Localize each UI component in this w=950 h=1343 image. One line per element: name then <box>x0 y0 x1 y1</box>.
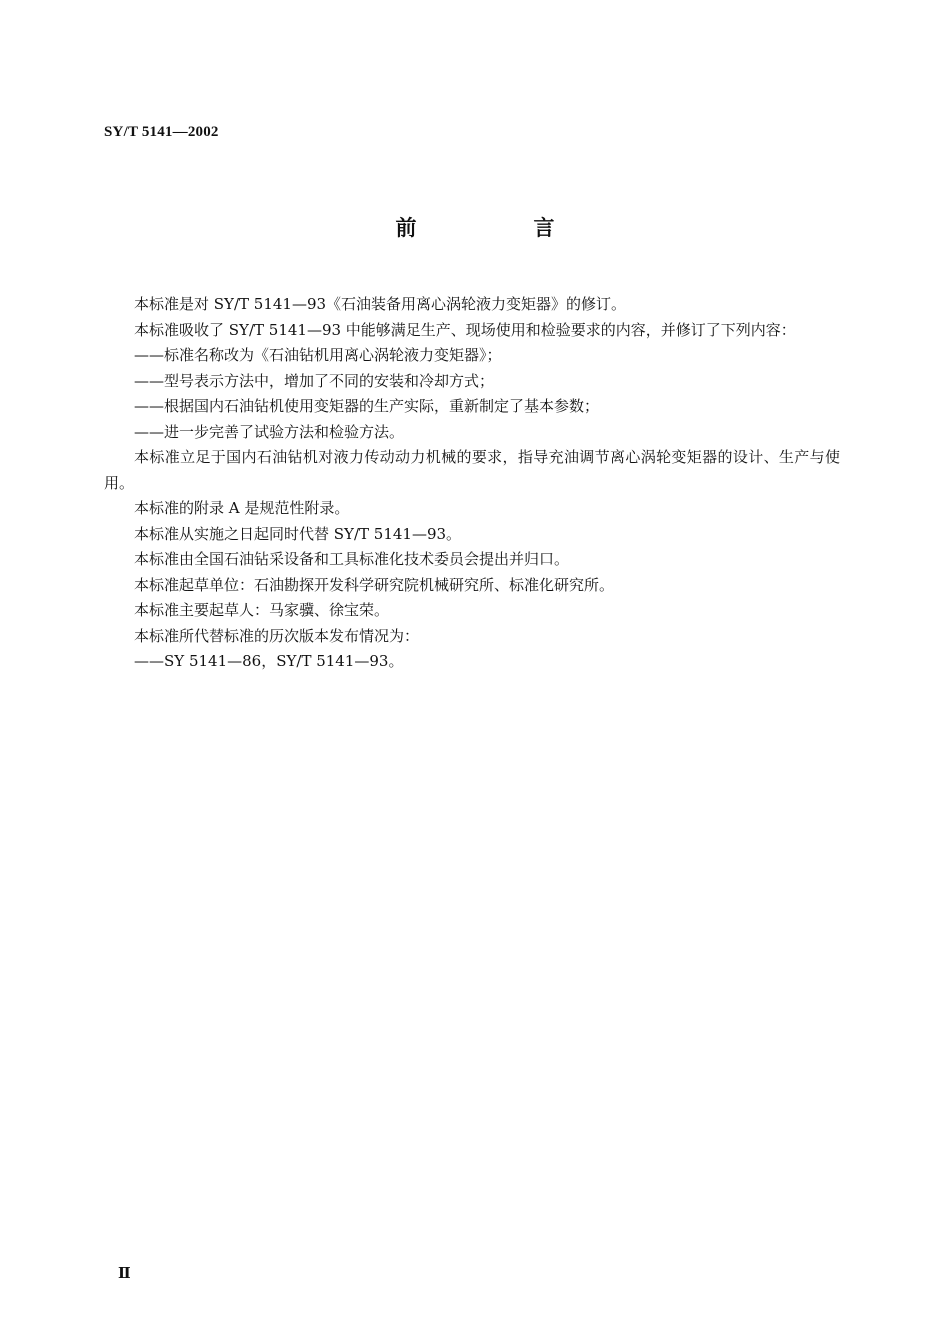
paragraph-revision-scope: 本标准吸收了 SY/T 5141—93 中能够满足生产、现场使用和检验要求的内容，并修订了下列内容： <box>134 320 796 339</box>
list-item: ——进一步完善了试验方法和检验方法。 <box>134 422 405 441</box>
document-code: SY/T 5141—2002 <box>104 124 219 140</box>
list-item: ——根据国内石油钻机使用变矩器的生产实际，重新制定了基本参数； <box>134 397 600 415</box>
paragraph-revision: 本标准是对 SY/T 5141—93《石油装备用离心涡轮液力变矩器》的修订。 <box>134 295 627 313</box>
foreword-body <box>104 292 840 675</box>
page-title: 前 言 <box>395 216 603 240</box>
paragraph-appendix: 本标准的附录 A 是规范性附录。 <box>134 499 350 517</box>
paragraph-committee: 本标准由全国石油钻采设备和工具标准化技术委员会提出并归口。 <box>134 550 570 568</box>
list-item: ——标准名称改为《石油钻机用离心涡轮液力变矩器》； <box>134 346 502 364</box>
paragraph-replacement: 本标准从实施之日起同时代替 SY/T 5141—93。 <box>134 524 462 543</box>
paragraph-history-intro: 本标准所代替标准的历次版本发布情况为： <box>134 626 420 645</box>
paragraph-drafting-unit: 本标准起草单位：石油勘探开发科学研究院机械研究所、标准化研究所。 <box>134 575 615 594</box>
paragraph-purpose: 本标准立足于国内石油钻机对液力传动动力机械的要求，指导充油调节离心涡轮变矩器的设计、生产与使用。 <box>104 448 840 492</box>
list-item: ——型号表示方法中，增加了不同的安装和冷却方式； <box>134 371 495 390</box>
history-item: ——SY 5141—86，SY/T 5141—93。 <box>134 652 404 670</box>
paragraph-drafters: 本标准主要起草人：马家骥、徐宝荣。 <box>134 601 390 619</box>
page-number: Ⅱ <box>118 1266 131 1282</box>
